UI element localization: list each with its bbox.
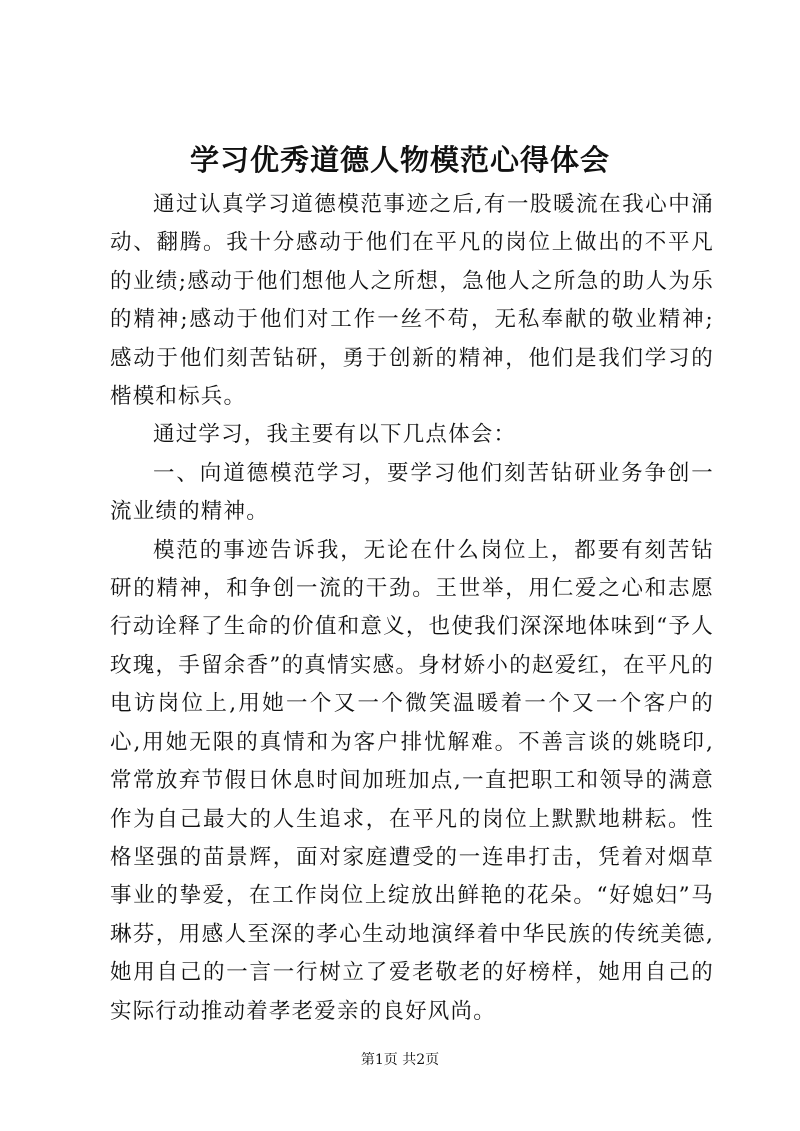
paragraph-point-one-heading: 一、向道德模范学习，要学习他们刻苦钻研业务争创一流业绩的精神。 <box>110 460 714 525</box>
paragraph-examples: 模范的事迹告诉我，无论在什么岗位上，都要有刻苦钻研的精神，和争创一流的干劲。王世举，用仁爱之心和志愿行动诠释了生命的价值和意义，也使我们深深地体味到“予人玫瑰，手留余香”的真情实感。身材娇小的赵爱红，在平凡的电访岗位上,用她一个又一个微笑温暖着一个又一个客户的心,用她无限的真情和为客户排忧解难。不善言谈的姚晓印,常常放弃节假日休息时间加班加点,一直把职工和领导的满意作为自己最大的人生追求，在平凡的岗位上默默地耕耘。性格坚强的苗景辉，面对家庭遭受的一连串打击，凭着对烟草事业的挚爱，在工作岗位上绽放出鲜艳的花朵。“好媳妇”马琳芬，用感人至深的孝心生动地演绎着中华民族的传统美德,她用自己的一言一行树立了爱老敬老的好榜样，她用自己的实际行动推动着孝老爱亲的良好风尚。 <box>110 537 714 1024</box>
document-body <box>110 186 714 1031</box>
document-title: 学习优秀道德人物模范心得体会 <box>189 143 610 177</box>
page-number-footer: 第1页 共2页 <box>360 1052 440 1068</box>
paragraph-summary-lead: 通过学习，我主要有以下几点体会： <box>153 422 517 448</box>
paragraph-intro: 通过认真学习道德模范事迹之后,有一股暖流在我心中涌动、翻腾。我十分感动于他们在平凡的岗位上做出的不平凡的业绩;感动于他们想他人之所想，急他人之所急的助人为乐的精神;感动于他们对工作一丝不苟，无私奉献的敬业精神;感动于他们刻苦钻研，勇于创新的精神，他们是我们学习的楷模和标兵。 <box>110 192 714 410</box>
